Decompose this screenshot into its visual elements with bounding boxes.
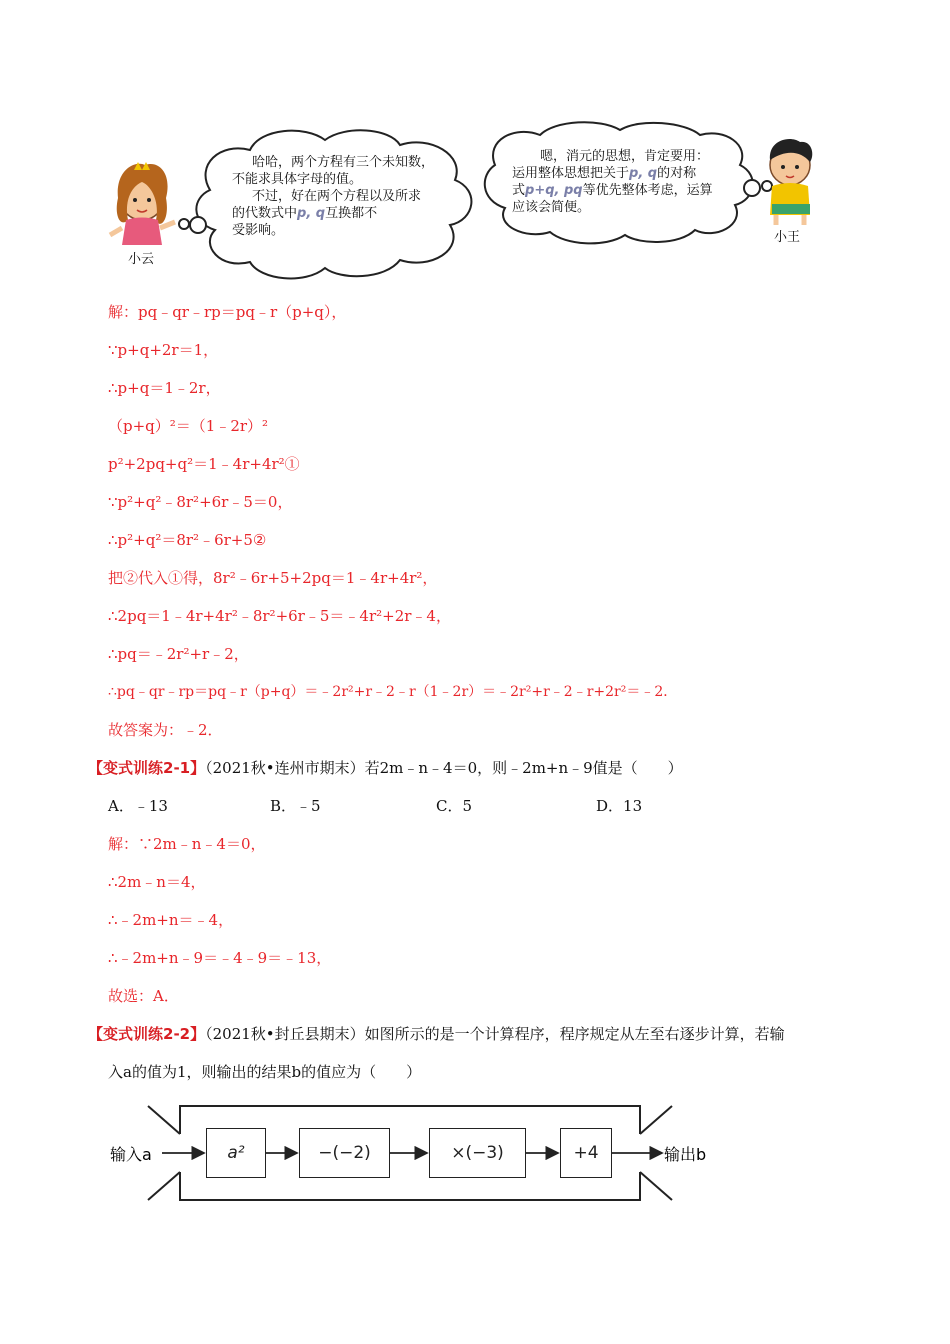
step-multiply: ×(−3)	[429, 1128, 526, 1178]
solution-line: ∴﹣2m+n＝﹣4，	[108, 911, 234, 929]
option-d: D．13	[596, 797, 643, 815]
solution-line: ∴pq＝﹣2r²+r﹣2，	[108, 645, 249, 663]
pq-variables: p, q	[629, 166, 658, 181]
xiaoyun-name: 小云	[128, 252, 155, 267]
step-square: a²	[206, 1128, 266, 1178]
flowchart	[100, 1098, 720, 1208]
solution-line: 解：∵2m﹣n﹣4＝0，	[108, 835, 266, 853]
option-c: C．5	[436, 797, 473, 815]
symmetric-expression: p+q, pq	[525, 183, 583, 198]
thought-bubbles-graphic	[100, 120, 840, 290]
exercise-tag: 【变式训练2-1】	[88, 759, 206, 777]
solution-line: ∴﹣2m+n﹣9＝﹣4﹣9＝﹣13，	[108, 949, 332, 967]
solution-line: ∴p+q＝1﹣2r，	[108, 379, 221, 397]
bubble-segment: 运用整体思想把关于	[512, 166, 630, 181]
solution-line: 解：pq﹣qr﹣rp＝pq﹣r（p+q），	[108, 303, 347, 321]
bubble-line	[512, 165, 713, 182]
bubble-line: 不能求具体字母的值。	[232, 172, 363, 187]
bubble-segment: 的对称	[657, 166, 697, 181]
solution-line: （p+q）²＝（1﹣2r）²	[108, 417, 269, 435]
solution-line: ∴p²+q²＝8r²﹣6r+5②	[108, 531, 267, 549]
exercise-tag: 【变式训练2-2】	[88, 1025, 206, 1043]
exercise-text: （2021秋•连州市期末）若2m﹣n﹣4＝0，则﹣2m+n﹣9值是（ ）	[205, 759, 683, 777]
bubble-line	[512, 182, 713, 199]
exercise-text: （2021秋•封丘县期末）如图所示的是一个计算程序，程序规定从左至右逐步计算，若输	[205, 1025, 785, 1043]
xiaowang-name: 小王	[774, 230, 801, 245]
girl-character-icon	[110, 162, 175, 245]
bubble-segment: 式	[512, 183, 526, 198]
input-label: 输入a	[110, 1145, 152, 1164]
bubble-segment: 的代数式中	[232, 206, 298, 221]
xiaowang-bubble-text	[512, 148, 713, 216]
exercise-2-1	[88, 758, 683, 778]
xiaoyun-bubble-text	[232, 154, 434, 239]
option-a: A．﹣13	[108, 797, 168, 815]
bubble-line: 不过，好在两个方程以及所求	[252, 189, 422, 204]
answer-line: 故答案为：﹣2．	[108, 721, 223, 739]
output-label: 输出b	[664, 1145, 707, 1164]
step-subtract: −(−2)	[299, 1128, 390, 1178]
bubble-segment: 互换都不	[325, 206, 378, 221]
solution-line: ∵p+q+2r＝1，	[108, 341, 219, 359]
exercise-2-2-line2: 入a的值为1，则输出的结果b的值应为（ ）	[108, 1063, 422, 1081]
bubble-line: 嗯，消元的思想，肯定要用：	[540, 149, 710, 164]
step-add: +4	[560, 1128, 612, 1178]
bubble-line: 受影响。	[232, 223, 285, 238]
boy-character-icon	[770, 139, 812, 225]
bubble-line: 哈哈，两个方程有三个未知数，	[252, 155, 435, 170]
flowchart-frame	[100, 1098, 720, 1208]
bubble-segment: 等优先整体考虑，运算	[582, 183, 713, 198]
option-b: B．﹣5	[270, 797, 321, 815]
solution-line: ∴2pq＝1﹣4r+4r²﹣8r²+6r﹣5＝﹣4r²+2r﹣4，	[108, 607, 451, 625]
solution-line: ∴pq﹣qr﹣rp＝pq﹣r（p+q）＝﹣2r²+r﹣2﹣r（1﹣2r）＝﹣2r²+r﹣2﹣r+2r²＝﹣2．	[108, 684, 678, 700]
solution-line: ∵p²+q²﹣8r²+6r﹣5＝0，	[108, 493, 293, 511]
bubble-line: 应该会简便。	[512, 200, 591, 215]
solution-line: 把②代入①得，8r²﹣6r+5+2pq＝1﹣4r+4r²，	[108, 569, 438, 587]
bubble-line	[232, 205, 434, 222]
solution-line: p²+2pq+q²＝1﹣4r+4r²①	[108, 455, 300, 473]
exercise-2-2-line1	[88, 1024, 785, 1044]
answer-line: 故选：A．	[108, 987, 179, 1005]
solution-line: ∴2m﹣n＝4，	[108, 873, 206, 891]
pq-variables: p, q	[297, 206, 326, 221]
illustration	[100, 120, 840, 290]
